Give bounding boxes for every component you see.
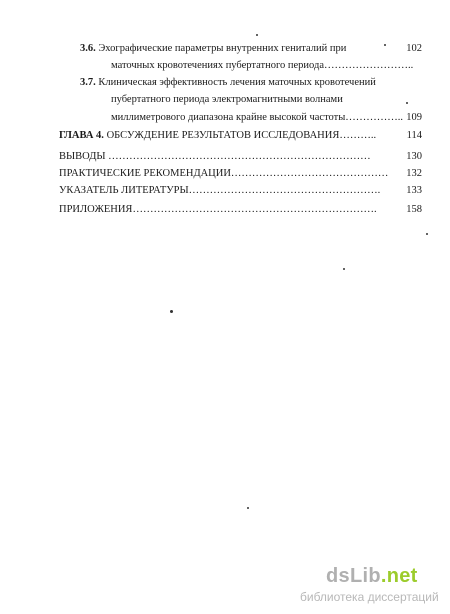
scan-speck: [426, 233, 428, 235]
toc-appendices: ПРИЛОЖЕНИЯ…………………………………………………………….: [59, 204, 377, 215]
toc-references: УКАЗАТЕЛЬ ЛИТЕРАТУРЫ……………………………………………….: [59, 185, 381, 196]
toc-page-number: 109: [406, 112, 422, 123]
toc-entry-number: 3.6.: [80, 43, 96, 54]
toc-page-number: 102: [406, 43, 422, 54]
chapter-label: ГЛАВА 4.: [59, 130, 104, 141]
toc-entry-number: 3.7.: [80, 77, 96, 88]
scan-speck: [343, 268, 345, 270]
scan-speck: [247, 507, 249, 509]
watermark-subtitle: библиотека диссертаций: [300, 590, 439, 604]
toc-recommendations: ПРАКТИЧЕСКИЕ РЕКОМЕНДАЦИИ………………………………………: [59, 168, 389, 179]
toc-page-number: 132: [406, 168, 422, 179]
toc-page-number: 158: [406, 204, 422, 215]
toc-entry-3-6-continued: маточных кровотечениях пубертатного периода……………………..: [111, 60, 414, 71]
scan-speck: [256, 34, 258, 36]
toc-entry-3-6: [80, 43, 346, 55]
toc-page-number: 130: [406, 151, 422, 162]
chapter-title: ОБСУЖДЕНИЕ РЕЗУЛЬТАТОВ ИССЛЕДОВАНИЯ………..: [103, 130, 377, 141]
toc-entry-3-7-continued: миллиметрового диапазона крайне высокой частоты……………..: [111, 112, 404, 123]
watermark-logo: dsLib.net: [326, 565, 418, 587]
toc-entry-title: Клиническая эффективность лечения маточных кровотечений: [98, 77, 376, 88]
scan-speck: [384, 44, 386, 46]
toc-page-number: 133: [406, 185, 422, 196]
toc-chapter-4: [59, 130, 376, 142]
toc-conclusions: ВЫВОДЫ …………………………………………………………………: [59, 151, 371, 162]
scan-speck: [406, 102, 408, 104]
toc-entry-title: Эхографические параметры внутренних гениталий при: [98, 43, 347, 54]
toc-entry-3-7: [80, 77, 376, 89]
toc-entry-3-7-continued: пубертатного периода электромагнитными волнами: [111, 94, 343, 105]
scan-speck: [170, 310, 173, 313]
toc-page-number: 114: [406, 130, 422, 141]
